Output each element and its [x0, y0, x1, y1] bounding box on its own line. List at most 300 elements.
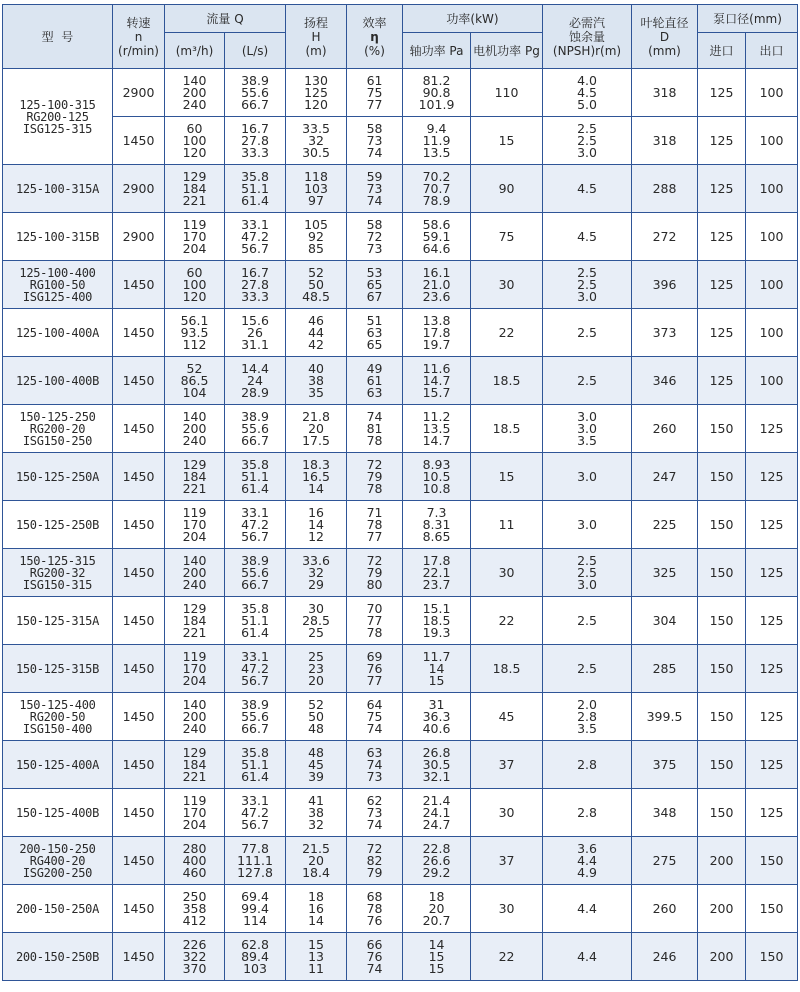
head-cell: [286, 261, 347, 309]
impeller-cell: 246: [632, 933, 698, 981]
head-cell-value: 14: [308, 912, 324, 928]
head-cell-value: 16: [308, 900, 324, 916]
flow-m3h-cell-value: 280: [182, 840, 207, 856]
efficiency-cell-value: 73: [366, 240, 383, 256]
flow-m3h-cell-value: 184: [182, 612, 207, 628]
flow-m3h-cell-value: 119: [182, 792, 207, 808]
npsh-cell: [543, 261, 632, 309]
speed-cell: 1450: [113, 453, 165, 501]
model-cell-value: 150-125-315: [19, 553, 96, 568]
flow-m3h-cell-value: 100: [182, 132, 207, 148]
flow-m3h-cell-value: 400: [182, 852, 207, 868]
efficiency-cell: [347, 357, 403, 405]
npsh-cell: [543, 789, 632, 837]
shaft-power-cell: [403, 453, 471, 501]
head-cell-value: 118: [304, 168, 328, 184]
shaft-power-cell: [403, 357, 471, 405]
head-cell-value: 20: [308, 852, 324, 868]
table-row: [3, 741, 798, 789]
efficiency-cell-value: 59: [366, 168, 383, 184]
header-shaft-power: 轴功率 Pa: [403, 33, 471, 69]
head-cell-value: 38: [308, 372, 324, 388]
speed-cell: 2900: [113, 213, 165, 261]
flow-m3h-cell: [165, 837, 225, 885]
table-header: [3, 5, 798, 69]
flow-m3h-cell-value: 170: [182, 228, 207, 244]
outlet-cell: 125: [746, 453, 798, 501]
shaft-power-cell-value: 29.2: [422, 864, 451, 880]
inlet-cell: 150: [698, 741, 746, 789]
head-cell: [286, 309, 347, 357]
impeller-cell: 247: [632, 453, 698, 501]
efficiency-cell-value: 63: [366, 384, 383, 400]
shaft-power-cell-value: 21.4: [422, 792, 451, 808]
shaft-power-cell-value: 23.6: [422, 288, 451, 304]
flow-ls-cell: [225, 741, 286, 789]
flow-ls-cell-value: 66.7: [241, 432, 269, 448]
shaft-power-cell: [403, 933, 471, 981]
model-cell: [3, 549, 113, 597]
speed-cell: 2900: [113, 69, 165, 117]
model-cell: [3, 165, 113, 213]
flow-ls-cell-value: 62.8: [241, 936, 269, 952]
flow-m3h-cell-value: 140: [182, 408, 207, 424]
table-row: [3, 837, 798, 885]
npsh-cell-value: 4.0: [577, 72, 597, 88]
speed-cell: 1450: [113, 837, 165, 885]
model-cell-value: 150-125-400A: [15, 757, 100, 772]
head-cell-value: 50: [308, 708, 324, 724]
outlet-cell: 150: [746, 885, 798, 933]
flow-ls-cell: [225, 405, 286, 453]
shaft-power-cell-value: 40.6: [422, 720, 451, 736]
shaft-power-cell-value: 90.8: [422, 84, 451, 100]
flow-m3h-cell-value: 184: [182, 468, 207, 484]
header-head-label: 扬程: [304, 15, 329, 30]
head-cell: [286, 597, 347, 645]
shaft-power-cell-value: 14: [428, 660, 445, 676]
head-cell-value: 18.4: [302, 864, 330, 880]
shaft-power-cell-value: 15: [428, 948, 445, 964]
head-cell-value: 50: [308, 276, 324, 292]
model-cell-value: 200-150-250B: [15, 949, 100, 964]
impeller-cell: 325: [632, 549, 698, 597]
efficiency-cell-value: 77: [366, 612, 383, 628]
inlet-cell: 150: [698, 549, 746, 597]
npsh-cell: [543, 549, 632, 597]
npsh-cell: [543, 213, 632, 261]
model-cell-value: ISG125-315: [22, 121, 93, 136]
model-cell-value: 150-125-250B: [15, 517, 100, 532]
npsh-cell-value: 4.5: [577, 180, 597, 196]
table-row: [3, 357, 798, 405]
inlet-cell: 125: [698, 69, 746, 117]
motor-power-cell: 30: [471, 261, 543, 309]
flow-m3h-cell-value: 140: [182, 72, 207, 88]
npsh-cell: [543, 933, 632, 981]
flow-ls-cell: [225, 453, 286, 501]
header-port: 泵口径(mm): [698, 5, 798, 33]
head-cell-value: 13: [308, 948, 324, 964]
head-cell-value: 29: [308, 576, 324, 592]
model-cell: [3, 69, 113, 165]
flow-ls-cell-value: 38.9: [241, 408, 269, 424]
inlet-cell: 150: [698, 501, 746, 549]
flow-ls-cell-value: 56.7: [241, 528, 269, 544]
outlet-cell: 100: [746, 261, 798, 309]
efficiency-cell-value: 79: [366, 468, 383, 484]
shaft-power-cell-value: 14.7: [422, 372, 451, 388]
npsh-cell: [543, 501, 632, 549]
impeller-cell: 260: [632, 405, 698, 453]
head-cell-value: 125: [304, 84, 328, 100]
flow-ls-cell-value: 16.7: [241, 120, 269, 136]
model-cell: [3, 933, 113, 981]
inlet-cell: 150: [698, 453, 746, 501]
head-cell: [286, 885, 347, 933]
flow-ls-cell: [225, 165, 286, 213]
flow-m3h-cell: [165, 597, 225, 645]
pump-spec-table: [2, 4, 798, 981]
npsh-cell: [543, 837, 632, 885]
shaft-power-cell-value: 11.2: [422, 408, 451, 424]
head-cell-value: 32: [308, 132, 324, 148]
npsh-cell: [543, 885, 632, 933]
outlet-cell: 125: [746, 597, 798, 645]
flow-m3h-cell-value: 322: [182, 948, 207, 964]
head-cell-value: 14: [308, 516, 324, 532]
npsh-cell-value: 2.5: [577, 564, 597, 580]
shaft-power-cell-value: 15: [428, 672, 445, 688]
flow-ls-cell-value: 33.3: [241, 288, 269, 304]
flow-ls-cell-value: 55.6: [241, 420, 269, 436]
shaft-power-cell-value: 18.5: [422, 612, 451, 628]
flow-ls-cell-value: 56.7: [241, 816, 269, 832]
flow-m3h-cell: [165, 789, 225, 837]
head-cell-value: 32: [308, 564, 324, 580]
shaft-power-cell-value: 36.3: [422, 708, 451, 724]
flow-m3h-cell-value: 250: [182, 888, 207, 904]
model-cell-value: ISG150-400: [22, 721, 93, 736]
outlet-cell: 125: [746, 549, 798, 597]
head-cell-value: 38: [308, 804, 324, 820]
model-cell: [3, 309, 113, 357]
motor-power-cell: 37: [471, 741, 543, 789]
flow-ls-cell-value: 33.1: [241, 792, 269, 808]
efficiency-cell-value: 51: [366, 312, 383, 328]
flow-m3h-cell-value: 56.1: [180, 312, 209, 328]
shaft-power-cell-value: 22.1: [422, 564, 451, 580]
head-cell-value: 35: [308, 384, 324, 400]
head-cell-value: 16: [308, 504, 324, 520]
header-head: [286, 5, 347, 69]
header-model-label: 型 号: [41, 29, 74, 44]
table-row: [3, 885, 798, 933]
flow-m3h-cell: [165, 885, 225, 933]
flow-m3h-cell-value: 240: [182, 720, 207, 736]
outlet-cell: 100: [746, 117, 798, 165]
model-cell: [3, 741, 113, 789]
shaft-power-cell: [403, 501, 471, 549]
npsh-cell-value: 2.5: [577, 552, 597, 568]
flow-ls-cell-value: 51.1: [241, 180, 269, 196]
flow-ls-cell: [225, 645, 286, 693]
shaft-power-cell-value: 13.8: [422, 312, 451, 328]
speed-cell: 1450: [113, 741, 165, 789]
efficiency-cell-value: 81: [366, 420, 383, 436]
flow-ls-cell-value: 61.4: [241, 768, 269, 784]
shaft-power-cell-value: 16.1: [422, 264, 451, 280]
model-cell-value: 125-100-315B: [15, 229, 100, 244]
flow-m3h-cell-value: 204: [182, 528, 207, 544]
header-npsh-line2: 蚀余量: [569, 29, 606, 44]
flow-m3h-cell: [165, 453, 225, 501]
flow-ls-cell-value: 51.1: [241, 612, 269, 628]
model-cell-value: 150-125-400B: [15, 805, 100, 820]
shaft-power-cell-value: 101.9: [418, 96, 455, 112]
shaft-power-cell: [403, 693, 471, 741]
model-cell-value: 125-100-400: [19, 265, 96, 280]
efficiency-cell-value: 58: [366, 216, 383, 232]
header-eff-unit: (%): [364, 43, 385, 58]
flow-ls-cell-value: 55.6: [241, 84, 269, 100]
head-cell: [286, 645, 347, 693]
header-impeller-unit: (mm): [648, 43, 681, 58]
head-cell-value: 33.6: [302, 552, 330, 568]
speed-cell: 2900: [113, 165, 165, 213]
flow-ls-cell-value: 61.4: [241, 480, 269, 496]
npsh-cell-value: 2.5: [577, 324, 597, 340]
model-cell: [3, 453, 113, 501]
header-impeller: [632, 5, 698, 69]
model-cell: [3, 693, 113, 741]
head-cell-value: 30: [308, 600, 324, 616]
flow-ls-cell: [225, 597, 286, 645]
efficiency-cell-value: 74: [366, 192, 383, 208]
flow-m3h-cell-value: 204: [182, 816, 207, 832]
outlet-cell: 125: [746, 741, 798, 789]
flow-ls-cell-value: 35.8: [241, 744, 269, 760]
inlet-cell: 125: [698, 261, 746, 309]
head-cell-value: 21.8: [302, 408, 330, 424]
table-row: [3, 933, 798, 981]
flow-m3h-cell-value: 226: [182, 936, 207, 952]
flow-ls-cell-value: 56.7: [241, 240, 269, 256]
flow-m3h-cell: [165, 117, 225, 165]
npsh-cell-value: 2.0: [577, 696, 597, 712]
flow-m3h-cell-value: 119: [182, 504, 207, 520]
model-cell-value: RG400-20: [29, 853, 86, 868]
head-cell-value: 103: [304, 180, 328, 196]
impeller-cell: 318: [632, 69, 698, 117]
impeller-cell: 346: [632, 357, 698, 405]
flow-ls-cell: [225, 549, 286, 597]
head-cell-value: 97: [308, 192, 324, 208]
motor-power-cell: 18.5: [471, 405, 543, 453]
model-cell-value: 125-100-400B: [15, 373, 100, 388]
efficiency-cell-value: 78: [366, 900, 383, 916]
flow-m3h-cell-value: 170: [182, 660, 207, 676]
shaft-power-cell-value: 64.6: [422, 240, 451, 256]
flow-m3h-cell: [165, 165, 225, 213]
flow-ls-cell-value: 28.9: [241, 384, 269, 400]
flow-m3h-cell-value: 170: [182, 804, 207, 820]
shaft-power-cell-value: 19.3: [422, 624, 451, 640]
efficiency-cell-value: 78: [366, 516, 383, 532]
header-speed-label: 转速: [126, 15, 151, 30]
model-cell: [3, 213, 113, 261]
shaft-power-cell: [403, 549, 471, 597]
flow-m3h-cell-value: 120: [182, 288, 207, 304]
flow-ls-cell-value: 24: [247, 372, 263, 388]
model-cell-value: RG200-125: [26, 109, 89, 124]
shaft-power-cell-value: 11.7: [422, 648, 451, 664]
outlet-cell: 150: [746, 837, 798, 885]
inlet-cell: 150: [698, 597, 746, 645]
motor-power-cell: 15: [471, 117, 543, 165]
npsh-cell-value: 2.8: [577, 708, 597, 724]
motor-power-cell: 37: [471, 837, 543, 885]
inlet-cell: 200: [698, 837, 746, 885]
efficiency-cell: [347, 597, 403, 645]
flow-ls-cell-value: 47.2: [241, 660, 269, 676]
head-cell-value: 30.5: [302, 144, 330, 160]
model-cell: [3, 357, 113, 405]
flow-m3h-cell-value: 221: [182, 192, 207, 208]
npsh-cell-value: 3.5: [577, 432, 597, 448]
shaft-power-cell-value: 13.5: [422, 144, 451, 160]
motor-power-cell: 90: [471, 165, 543, 213]
speed-cell: 1450: [113, 597, 165, 645]
head-cell-value: 12: [308, 528, 324, 544]
outlet-cell: 125: [746, 405, 798, 453]
motor-power-cell: 18.5: [471, 357, 543, 405]
impeller-cell: 285: [632, 645, 698, 693]
shaft-power-cell-value: 9.4: [426, 120, 447, 136]
flow-m3h-cell-value: 221: [182, 480, 207, 496]
table-row: [3, 645, 798, 693]
inlet-cell: 150: [698, 405, 746, 453]
npsh-cell-value: 4.5: [577, 84, 597, 100]
table-row: [3, 165, 798, 213]
table-row: [3, 69, 798, 117]
speed-cell: 1450: [113, 645, 165, 693]
header-model: [3, 5, 113, 69]
efficiency-cell-value: 76: [366, 948, 383, 964]
npsh-cell-value: 2.8: [577, 756, 597, 772]
shaft-power-cell-value: 11.9: [422, 132, 451, 148]
flow-ls-cell-value: 89.4: [241, 948, 269, 964]
shaft-power-cell-value: 20.7: [422, 912, 451, 928]
header-power: 功率(kW): [403, 5, 543, 33]
head-cell-value: 130: [304, 72, 328, 88]
head-cell-value: 46: [308, 312, 324, 328]
motor-power-cell: 45: [471, 693, 543, 741]
flow-ls-cell-value: 111.1: [237, 852, 273, 868]
flow-ls-cell-value: 16.7: [241, 264, 269, 280]
efficiency-cell: [347, 165, 403, 213]
head-cell: [286, 693, 347, 741]
shaft-power-cell-value: 78.9: [422, 192, 451, 208]
impeller-cell: 272: [632, 213, 698, 261]
efficiency-cell-value: 71: [366, 504, 383, 520]
shaft-power-cell-value: 32.1: [422, 768, 451, 784]
shaft-power-cell-value: 8.65: [422, 528, 451, 544]
header-head-unit: (m): [305, 43, 327, 58]
motor-power-cell: 11: [471, 501, 543, 549]
flow-ls-cell-value: 35.8: [241, 600, 269, 616]
model-cell-value: 150-125-250: [19, 409, 96, 424]
shaft-power-cell-value: 17.8: [422, 552, 451, 568]
shaft-power-cell-value: 8.93: [422, 456, 451, 472]
table-row: [3, 405, 798, 453]
shaft-power-cell-value: 26.6: [422, 852, 451, 868]
speed-cell: 1450: [113, 933, 165, 981]
shaft-power-cell: [403, 165, 471, 213]
efficiency-cell-value: 77: [366, 96, 383, 112]
npsh-cell-value: 3.5: [577, 720, 597, 736]
head-cell: [286, 213, 347, 261]
flow-m3h-cell-value: 240: [182, 576, 207, 592]
table-row: [3, 117, 798, 165]
shaft-power-cell-value: 58.6: [422, 216, 451, 232]
flow-ls-cell-value: 33.3: [241, 144, 269, 160]
flow-m3h-cell-value: 93.5: [180, 324, 209, 340]
model-cell-value: 200-150-250A: [15, 901, 100, 916]
shaft-power-cell-value: 22.8: [422, 840, 451, 856]
head-cell: [286, 69, 347, 117]
flow-ls-cell-value: 47.2: [241, 804, 269, 820]
header-flow-m3h: (m³/h): [165, 33, 225, 69]
table-row: [3, 213, 798, 261]
model-cell-value: 125-100-315A: [15, 181, 100, 196]
table-row: [3, 309, 798, 357]
flow-m3h-cell-value: 200: [182, 564, 207, 580]
npsh-cell-value: 3.6: [577, 840, 597, 856]
efficiency-cell-value: 72: [366, 840, 383, 856]
motor-power-cell: 18.5: [471, 645, 543, 693]
flow-m3h-cell-value: 60: [186, 264, 203, 280]
npsh-cell-value: 3.0: [577, 420, 597, 436]
flow-ls-cell: [225, 837, 286, 885]
efficiency-cell-value: 65: [366, 336, 383, 352]
speed-cell: 1450: [113, 261, 165, 309]
efficiency-cell-value: 62: [366, 792, 383, 808]
shaft-power-cell-value: 81.2: [422, 72, 451, 88]
flow-ls-cell: [225, 309, 286, 357]
head-cell: [286, 357, 347, 405]
flow-ls-cell-value: 55.6: [241, 708, 269, 724]
model-cell-value: ISG150-315: [22, 577, 93, 592]
efficiency-cell-value: 65: [366, 276, 383, 292]
npsh-cell: [543, 309, 632, 357]
flow-m3h-cell-value: 184: [182, 180, 207, 196]
flow-ls-cell-value: 27.8: [241, 132, 269, 148]
flow-ls-cell: [225, 357, 286, 405]
shaft-power-cell: [403, 597, 471, 645]
flow-ls-cell-value: 38.9: [241, 72, 269, 88]
speed-cell: 1450: [113, 405, 165, 453]
shaft-power-cell: [403, 789, 471, 837]
inlet-cell: 125: [698, 357, 746, 405]
flow-m3h-cell-value: 370: [182, 960, 207, 976]
flow-ls-cell: [225, 789, 286, 837]
flow-ls-cell-value: 33.1: [241, 648, 269, 664]
npsh-cell-value: 5.0: [577, 96, 597, 112]
shaft-power-cell: [403, 405, 471, 453]
head-cell-value: 41: [308, 792, 324, 808]
efficiency-cell: [347, 645, 403, 693]
